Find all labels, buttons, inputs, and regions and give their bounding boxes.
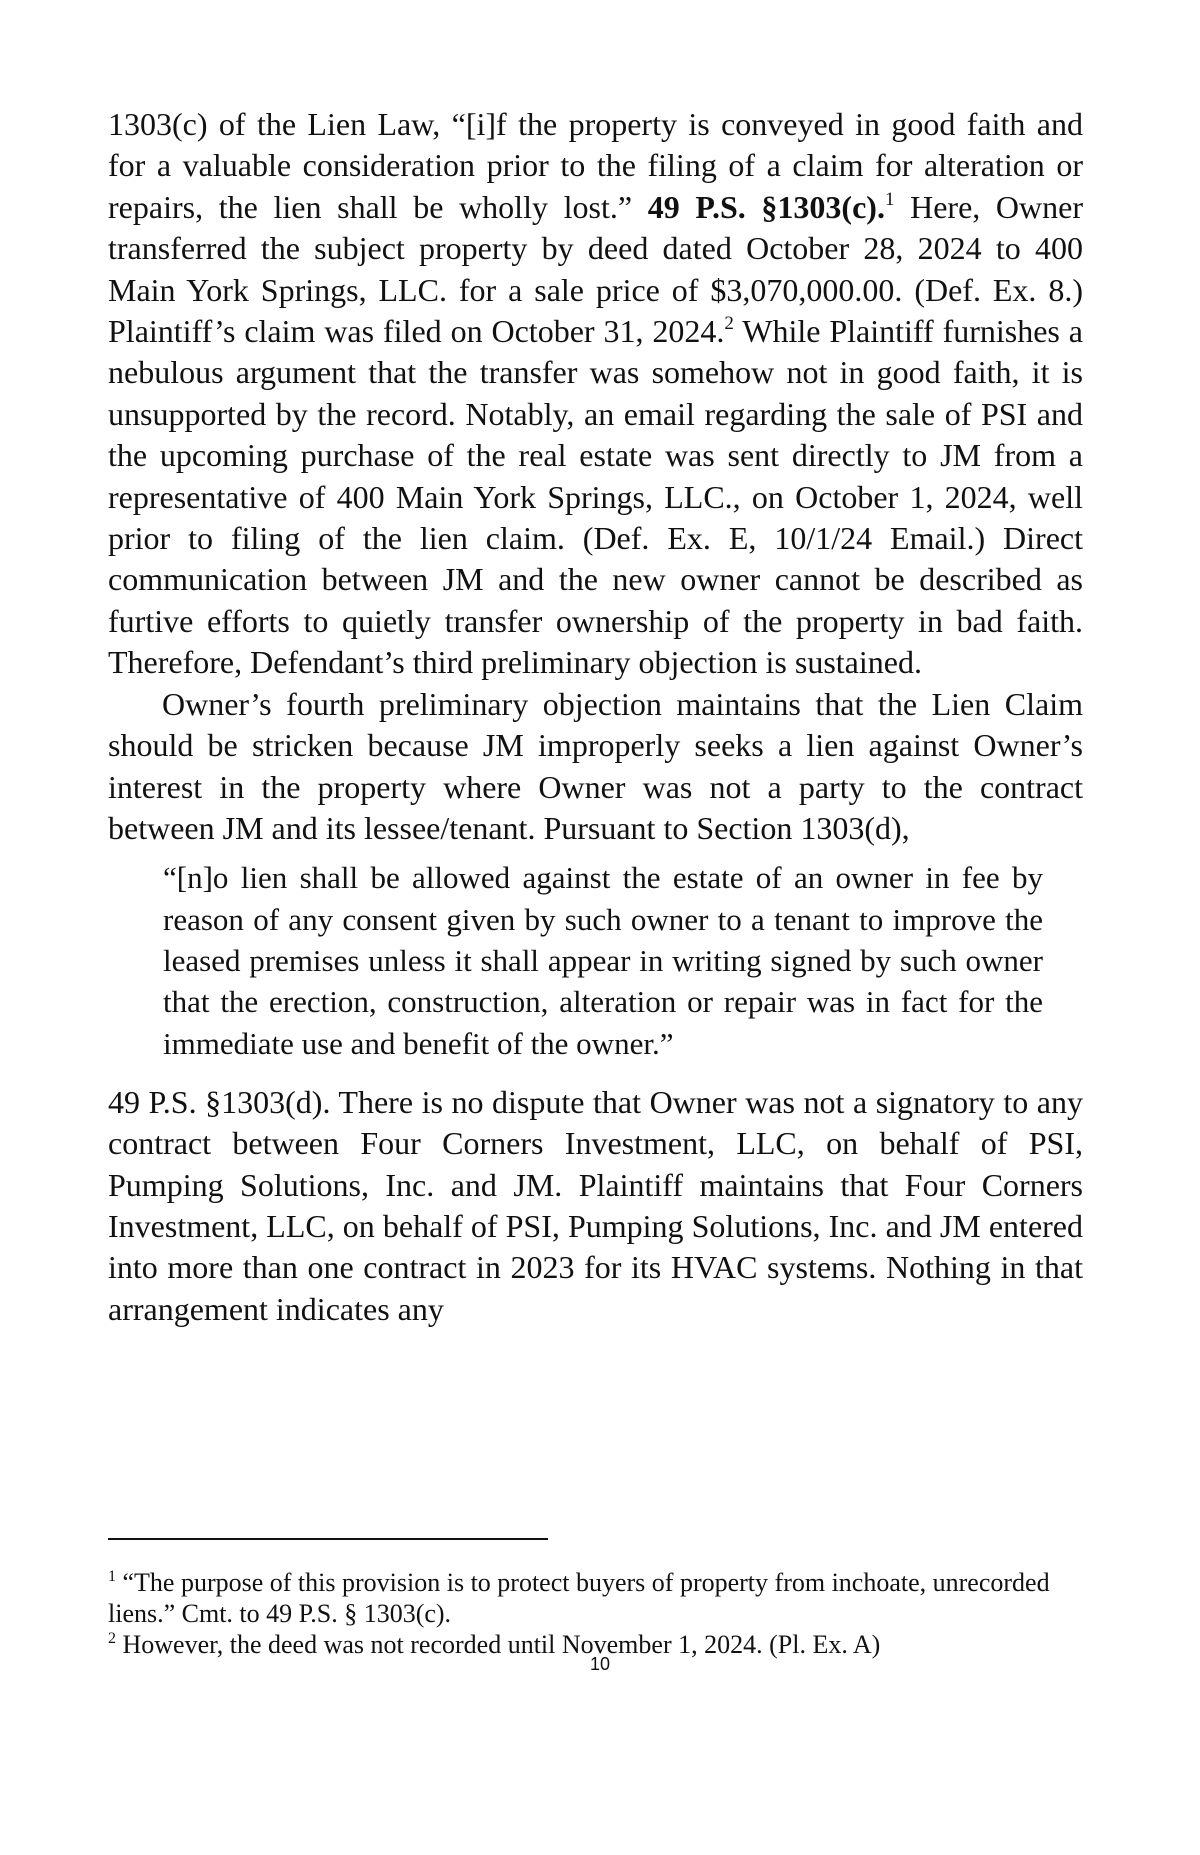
footnote-1 xyxy=(108,1567,1083,1629)
footnote-number: 1 xyxy=(108,1568,116,1585)
footnotes xyxy=(108,1567,1083,1660)
footnote-divider xyxy=(108,1538,548,1540)
footnote-ref-1[interactable]: 1 xyxy=(884,188,895,210)
document-page xyxy=(108,104,1083,1330)
paragraph-text: 1303(c) of the Lien Law, “[i]f the property is conveyed in good faith and for a valuable consideration prior to the filing of a claim for alteration or repairs, the lien shall be wholly lost.” xyxy=(108,106,1083,225)
footnote-text: However, the deed was not recorded until November 1, 2024. (Pl. Ex. A) xyxy=(116,1630,881,1659)
footnote-ref-2[interactable]: 2 xyxy=(724,313,734,335)
footnote-number: 2 xyxy=(108,1630,116,1647)
page-number: 10 xyxy=(589,1654,611,1674)
block-quote: “[n]o lien shall be allowed against the estate of an owner in fee by reason of any consent given by such owner to a tenant to improve the leased premises unless it shall appear in writing signed by such owner that the erection, construction, alteration or repair was in fact for the immediate use and benefit of the owner.” xyxy=(163,860,1043,1061)
paragraph-text: While Plaintiff furnishes a nebulous argument that the transfer was somehow not in good faith, it is unsupported by the record. Notably, an email regarding the sale of PSI and the upcoming purchase of the real estate was sent directly to JM from a representative of 400 Main York Springs, LLC., on October 1, 2024, well prior to filing of the lien claim. (Def. Ex. E, 10/1/24 Email.) Direct communication between JM and the new owner cannot be described as furtive efforts to quietly transfer ownership of the property in bad faith. Therefore, Defendant’s third preliminary objection is sustained. xyxy=(108,313,1084,681)
statute-citation: 49 P.S. §1303(c). xyxy=(647,188,885,225)
paragraph-lien-conveyance xyxy=(108,104,1083,684)
footnote-text: “The purpose of this provision is to protect buyers of property from inchoate, unrecorded liens.” Cmt. to 49 P.S. § 1303(c). xyxy=(108,1568,1050,1628)
paragraph-text: Here, Owner transferred the subject property by deed dated October 28, 2024 to 400 Main York Springs, LLC. for a sale price of $3,070,000.00. (Def. Ex. 8.) Plaintiff’s claim was filed on October 31, 2024. xyxy=(108,188,1083,350)
paragraph-statute-analysis: 49 P.S. §1303(d). There is no dispute that Owner was not a signatory to any contract between Four Corners Investment, LLC, on behalf of PSI, Pumping Solutions, Inc. and JM. Plaintiff maintains that Four Corners Investment, LLC, on behalf of PSI, Pumping Solutions, Inc. and JM entered into more than one contract in 2023 for its HVAC systems. Nothing in that arrangement indicates any xyxy=(108,1083,1083,1327)
paragraph-fourth-objection: Owner’s fourth preliminary objection maintains that the Lien Claim should be stricken because JM improperly seeks a lien against Owner’s interest in the property where Owner was not a party to the contract between JM and its lessee/tenant. Pursuant to Section 1303(d), xyxy=(108,685,1083,846)
